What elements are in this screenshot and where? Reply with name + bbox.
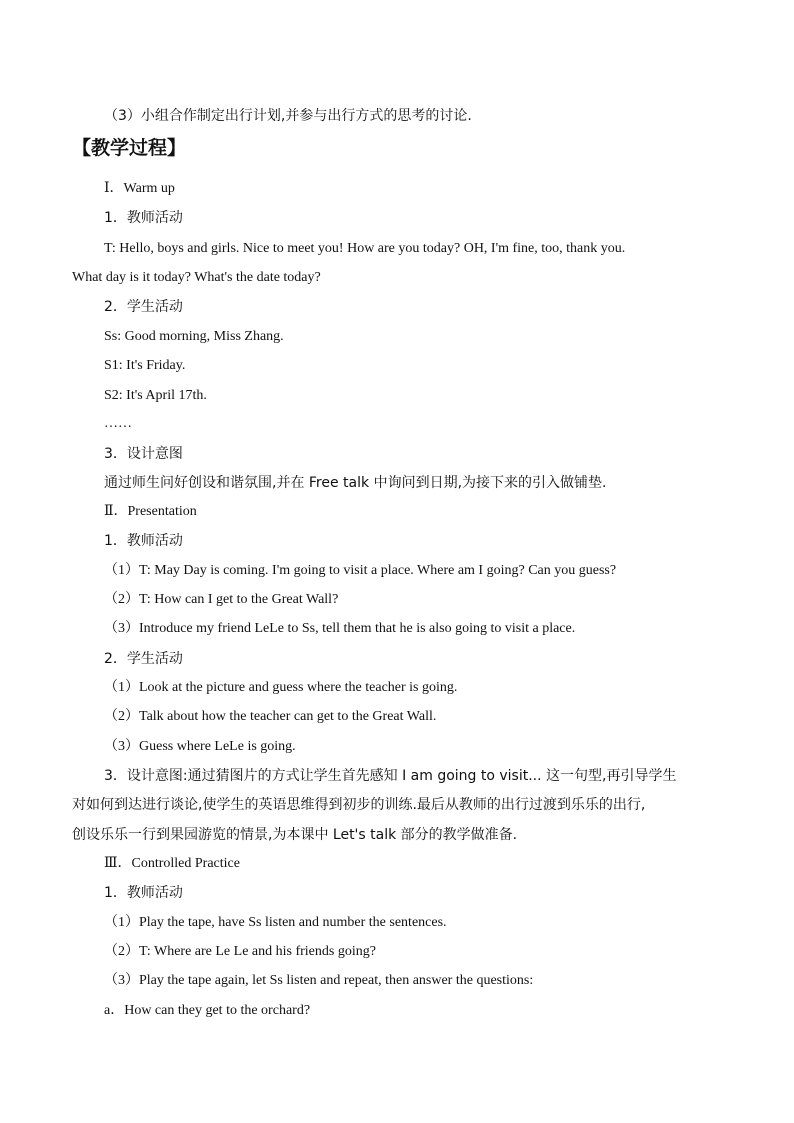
presentation-student-item: （2）Talk about how the teacher can get to the Great Wall. xyxy=(104,709,437,724)
presentation-student-heading: 2．学生活动 xyxy=(104,651,183,667)
warmup-teacher-text-1: T: Hello, boys and girls. Nice to meet you! How are you today? OH, I'm fine, too, thank you. xyxy=(104,241,626,256)
presentation-student-item: （1）Look at the picture and guess where the teacher is going. xyxy=(104,680,458,695)
presentation-teacher-item: （2）T: How can I get to the Great Wall? xyxy=(104,592,339,607)
practice-teacher-heading: 1．教师活动 xyxy=(104,885,183,901)
warmup-teacher-text-2: What day is it today? What's the date today? xyxy=(72,270,321,285)
presentation-student-item: （3）Guess where LeLe is going. xyxy=(104,739,296,754)
warmup-student-ellipsis: …… xyxy=(104,416,132,431)
warmup-teacher-heading: 1．教师活动 xyxy=(104,210,183,226)
warmup-student-line: Ss: Good morning, Miss Zhang. xyxy=(104,329,284,344)
presentation-title: Ⅱ．Presentation xyxy=(104,504,197,519)
presentation-teacher-item: （1）T: May Day is coming. I'm going to visit a place. Where am I going? Can you guess? xyxy=(104,563,617,578)
presentation-teacher-heading: 1．教师活动 xyxy=(104,533,183,549)
practice-item: （3）Play the tape again, let Ss listen and repeat, then answer the questions: xyxy=(104,973,534,988)
presentation-design-line: 对如何到达进行谈论,使学生的英语思维得到初步的训练.最后从教师的出行过渡到乐乐的出行, xyxy=(72,797,646,813)
presentation-teacher-item: （3）Introduce my friend LeLe to Ss, tell them that he is also going to visit a place. xyxy=(104,621,576,636)
practice-question-a: a．How can they get to the orchard? xyxy=(104,1003,311,1018)
warmup-design-text: 通过师生问好创设和谐氛围,并在 Free talk 中询问到日期,为接下来的引入做铺垫. xyxy=(104,475,607,491)
objective-3: （3）小组合作制定出行计划,并参与出行方式的思考的讨论. xyxy=(104,108,472,124)
practice-title: Ⅲ．Controlled Practice xyxy=(104,856,240,871)
section-heading: 【教学过程】 xyxy=(72,137,187,159)
warmup-student-line: S2: It's April 17th. xyxy=(104,388,207,403)
warmup-student-line: S1: It's Friday. xyxy=(104,358,186,373)
warmup-title: Ⅰ．Warm up xyxy=(104,181,175,196)
warmup-student-heading: 2．学生活动 xyxy=(104,299,183,315)
practice-item: （1）Play the tape, have Ss listen and number the sentences. xyxy=(104,915,447,930)
presentation-design-line: 3．设计意图:通过猜图片的方式让学生首先感知 I am going to visit... 这一句型,再引导学生 xyxy=(104,768,677,784)
practice-item: （2）T: Where are Le Le and his friends going? xyxy=(104,944,376,959)
warmup-design-heading: 3．设计意图 xyxy=(104,446,183,462)
presentation-design-line: 创设乐乐一行到果园游览的情景,为本课中 Let's talk 部分的教学做准备. xyxy=(72,827,518,843)
